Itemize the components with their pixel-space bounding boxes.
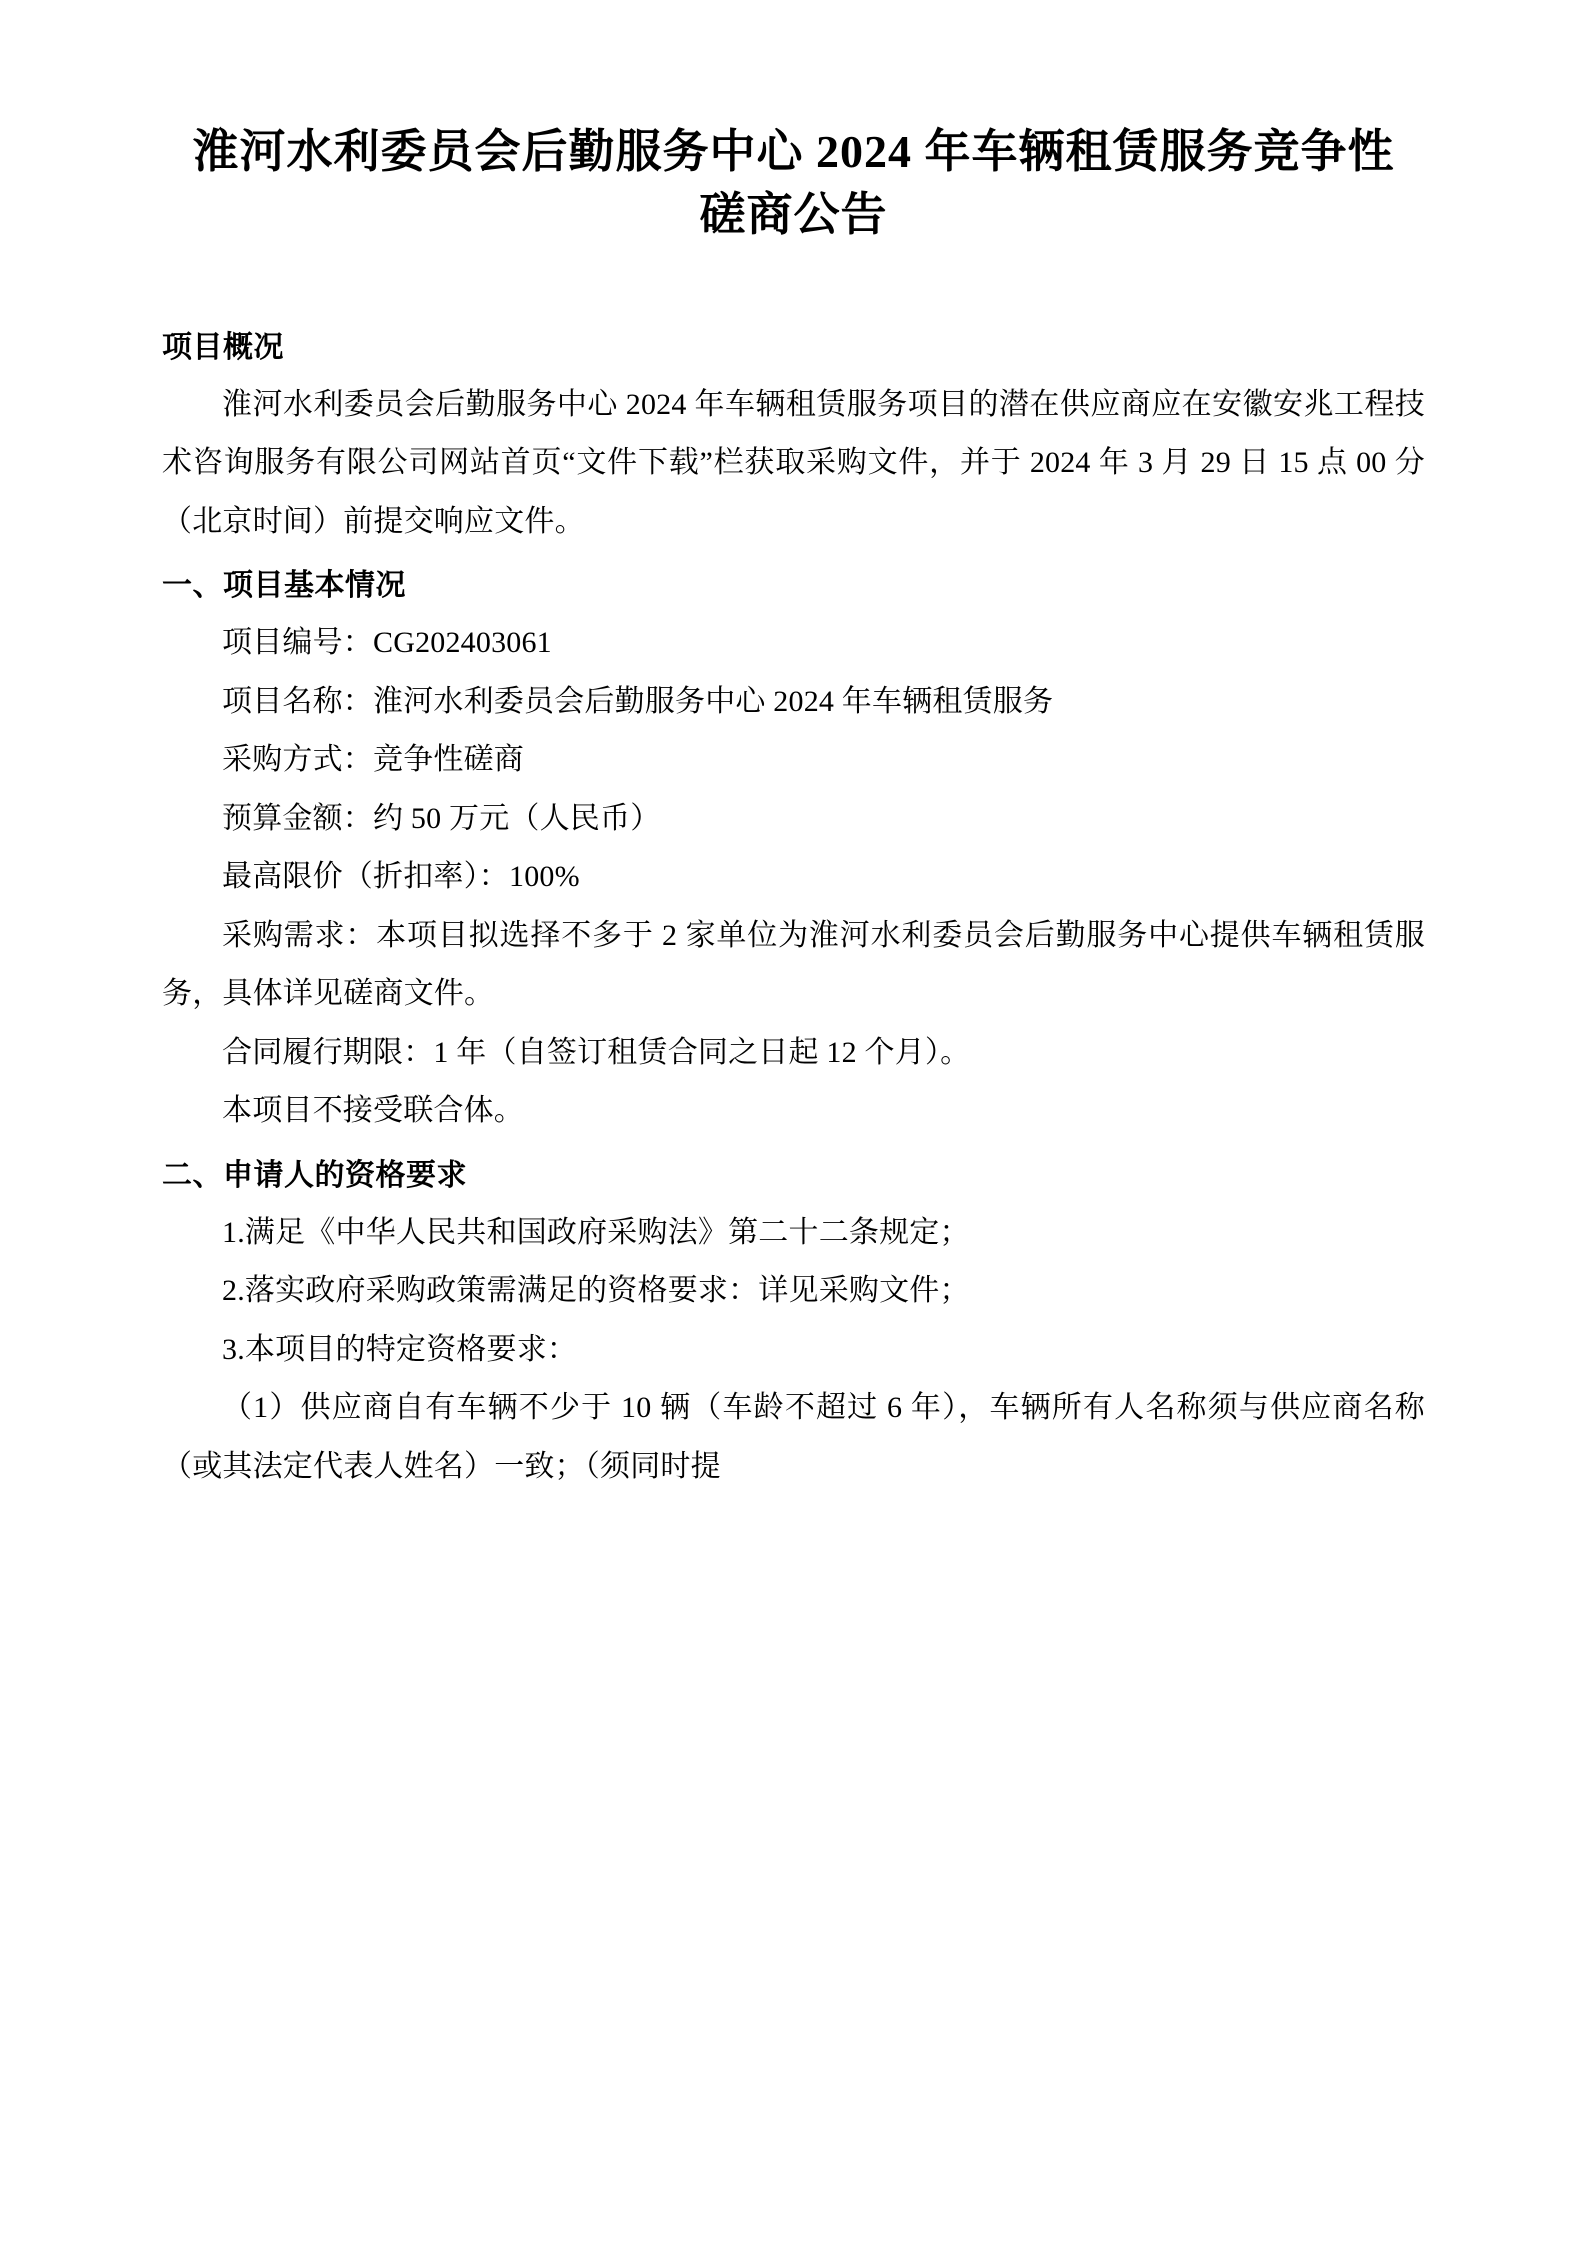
paragraph-procurement-method: 采购方式：竞争性磋商	[222, 743, 524, 777]
section-heading-project-basics: 一、项目基本情况	[162, 569, 406, 603]
paragraph-project-name: 项目名称：淮河水利委员会后勤服务中心 2024 年车辆租赁服务	[222, 684, 1054, 718]
paragraph-budget-amount: 预算金额：约 50 万元（人民币）	[222, 801, 661, 835]
paragraph-overview-1: 淮河水利委员会后勤服务中心 2024 年车辆租赁服务项目的潜在供应商应在安徽安兆工程技术咨询服务有限公司网站首页“文件下载”栏获取采购文件，并于 2024 年 3 月 29 日 15 点 00 分（北京时间）前提交响应文件。	[162, 387, 1425, 538]
paragraph-qualification-1: 1.满足《中华人民共和国政府采购法》第二十二条规定；	[222, 1215, 970, 1249]
section-heading-applicant-qualifications: 二、申请人的资格要求	[162, 1158, 467, 1192]
paragraph-no-consortium: 本项目不接受联合体。	[222, 1094, 524, 1128]
paragraph-qualification-2: 2.落实政府采购政策需满足的资格要求：详见采购文件；	[222, 1274, 970, 1308]
paragraph-procurement-requirement: 采购需求：本项目拟选择不多于 2 家单位为淮河水利委员会后勤服务中心提供车辆租赁服务，具体详见磋商文件。	[162, 918, 1425, 1011]
paragraph-price-cap: 最高限价（折扣率）：100%	[222, 860, 580, 894]
paragraph-qualification-3-1: （1）供应商自有车辆不少于 10 辆（车龄不超过 6 年），车辆所有人名称须与供应商名称（或其法定代表人姓名）一致；（须同时提	[162, 1391, 1425, 1483]
paragraph-contract-duration: 合同履行期限：1 年（自签订租赁合同之日起 12 个月）。	[222, 1035, 971, 1069]
section-heading-overview: 项目概况	[162, 330, 284, 364]
paragraph-qualification-3: 3.本项目的特定资格要求：	[222, 1332, 578, 1366]
paragraph-project-number: 项目编号：CG202403061	[222, 626, 552, 660]
title-spacer	[162, 247, 1425, 319]
page-title: 淮河水利委员会后勤服务中心 2024 年车辆租赁服务竞争性磋商公告	[192, 126, 1395, 241]
